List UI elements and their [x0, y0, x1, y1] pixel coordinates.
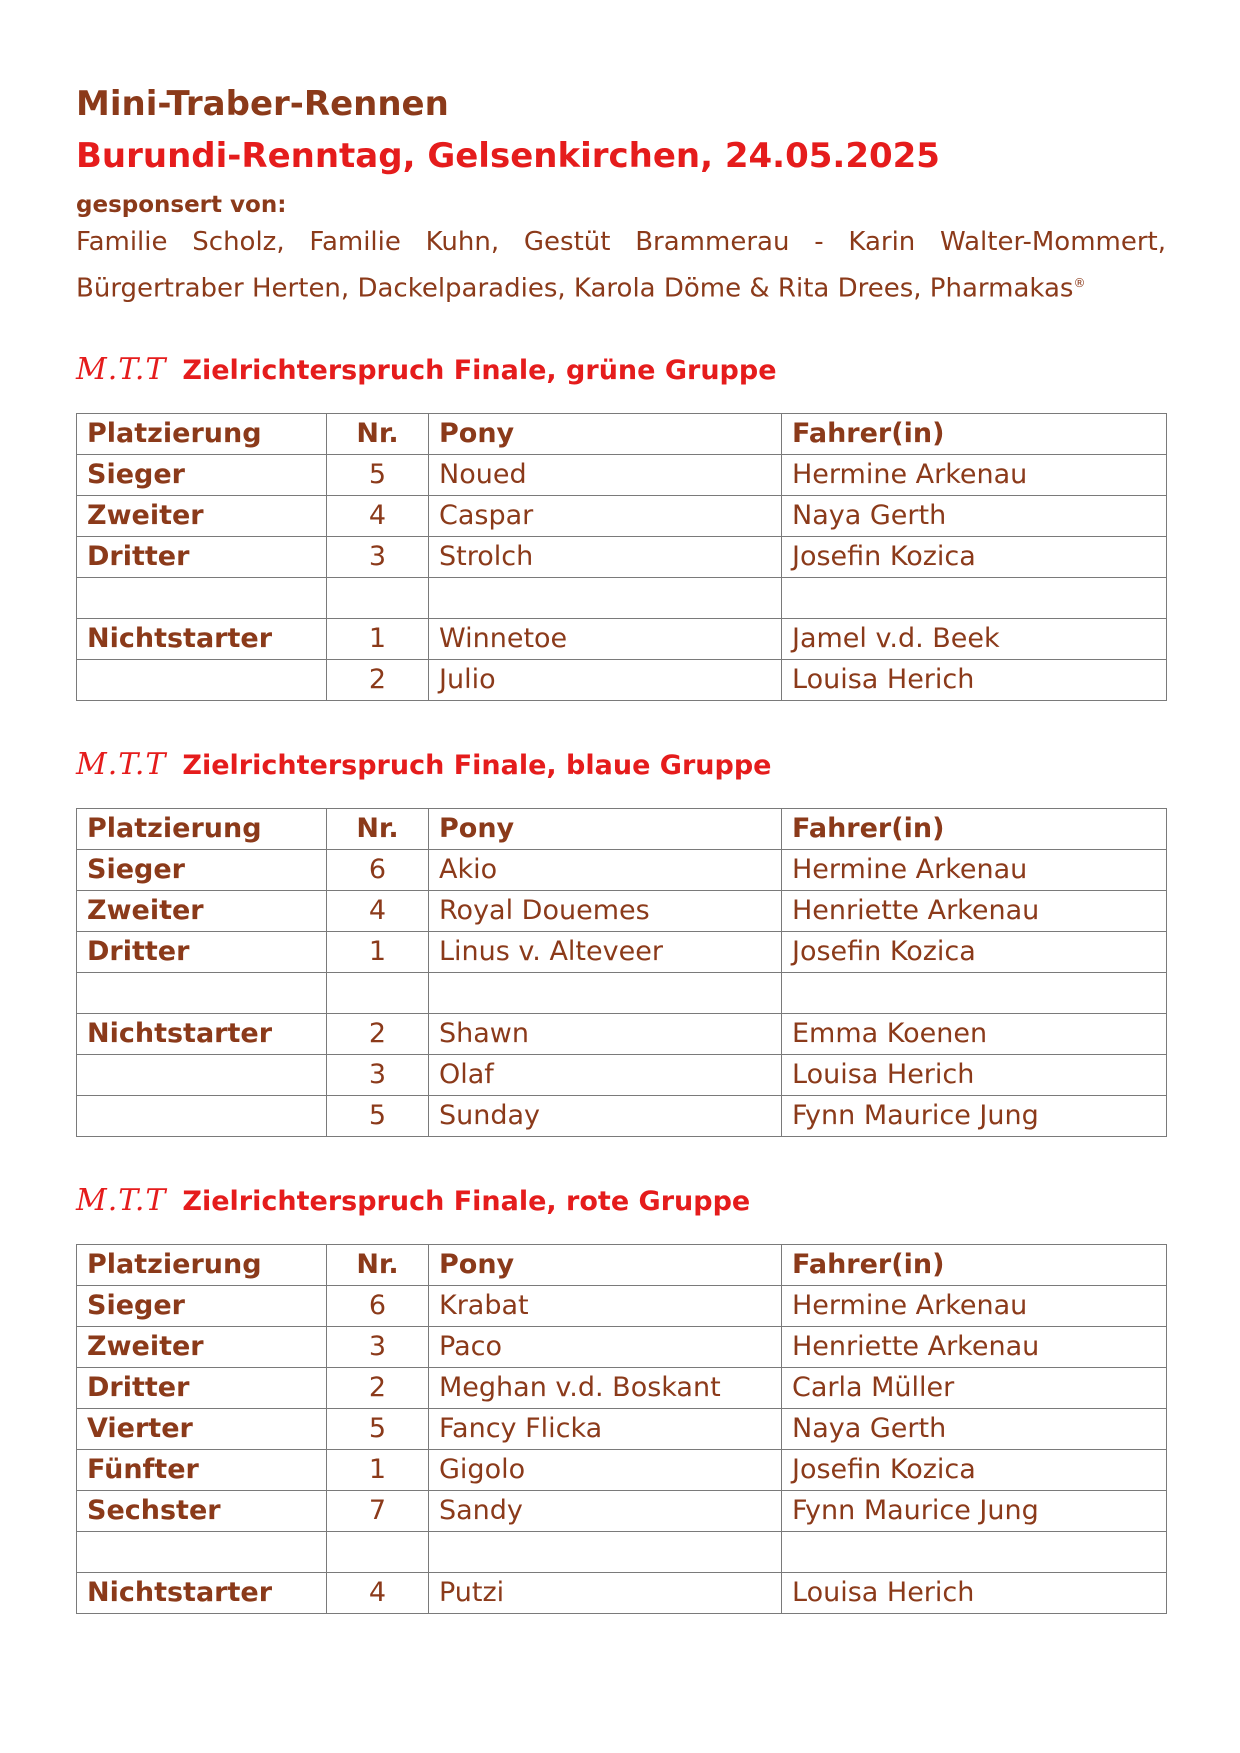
column-header-driver: Fahrer(in) [782, 808, 1167, 849]
cell-driver: Hermine Arkenau [782, 1285, 1167, 1326]
cell-place: Sieger [77, 454, 327, 495]
column-header-nr: Nr. [327, 1244, 429, 1285]
table-row [77, 890, 1167, 931]
table-row [77, 577, 1167, 618]
results-table [76, 1244, 1167, 1614]
cell-nr: 5 [327, 1095, 429, 1136]
column-header-place: Platzierung [77, 1244, 327, 1285]
cell-driver: Fynn Maurice Jung [782, 1095, 1167, 1136]
table-header-row [77, 808, 1167, 849]
table-row [77, 495, 1167, 536]
cell-place: Sechster [77, 1490, 327, 1531]
table-row [77, 536, 1167, 577]
cell-nr: 1 [327, 1449, 429, 1490]
column-header-driver: Fahrer(in) [782, 413, 1167, 454]
section-heading-text: Zielrichterspruch Finale, blaue Gruppe [182, 749, 772, 781]
cell-pony: Caspar [429, 495, 782, 536]
sponsors-text [76, 222, 1166, 310]
table-row [77, 1572, 1167, 1613]
table-row [77, 659, 1167, 700]
cell-pony: Paco [429, 1326, 782, 1367]
column-header-pony: Pony [429, 1244, 782, 1285]
table-row [77, 1095, 1167, 1136]
table-row [77, 1326, 1167, 1367]
cell-pony [429, 1531, 782, 1572]
results-table [76, 808, 1167, 1137]
table-row [77, 849, 1167, 890]
cell-place [77, 659, 327, 700]
cell-place: Vierter [77, 1408, 327, 1449]
cell-place: Sieger [77, 1285, 327, 1326]
cell-driver: Louisa Herich [782, 659, 1167, 700]
cell-nr: 2 [327, 1367, 429, 1408]
cell-place: Nichtstarter [77, 618, 327, 659]
registered-mark: ® [1073, 276, 1086, 290]
cell-pony: Olaf [429, 1054, 782, 1095]
cell-pony: Winnetoe [429, 618, 782, 659]
cell-pony: Gigolo [429, 1449, 782, 1490]
section-heading-text: Zielrichterspruch Finale, rote Gruppe [182, 1185, 751, 1217]
cell-nr: 2 [327, 1013, 429, 1054]
cell-driver: Louisa Herich [782, 1054, 1167, 1095]
table-row [77, 1490, 1167, 1531]
cell-nr [327, 972, 429, 1013]
table-header-row [77, 1244, 1167, 1285]
table-row [77, 454, 1167, 495]
cell-driver: Louisa Herich [782, 1572, 1167, 1613]
cell-driver [782, 1531, 1167, 1572]
cell-place: Dritter [77, 1367, 327, 1408]
cell-place [77, 1054, 327, 1095]
cell-place: Sieger [77, 849, 327, 890]
cell-driver [782, 972, 1167, 1013]
cell-nr: 5 [327, 1408, 429, 1449]
cell-nr: 5 [327, 454, 429, 495]
cell-driver: Josefin Kozica [782, 931, 1167, 972]
table-row [77, 1013, 1167, 1054]
table-row [77, 1449, 1167, 1490]
column-header-nr: Nr. [327, 413, 429, 454]
column-header-driver: Fahrer(in) [782, 1244, 1167, 1285]
cell-driver: Josefin Kozica [782, 1449, 1167, 1490]
table-header-row [77, 413, 1167, 454]
cell-driver: Fynn Maurice Jung [782, 1490, 1167, 1531]
sponsored-label: gesponsert von: [76, 192, 287, 218]
results-sections [76, 350, 1166, 1614]
table-row [77, 972, 1167, 1013]
results-table [76, 413, 1167, 701]
cell-pony: Noued [429, 454, 782, 495]
column-header-nr: Nr. [327, 808, 429, 849]
cell-pony [429, 577, 782, 618]
cell-driver: Henriette Arkenau [782, 890, 1167, 931]
cell-place [77, 1095, 327, 1136]
cell-driver: Naya Gerth [782, 1408, 1167, 1449]
section-heading [76, 745, 1166, 786]
cell-nr: 1 [327, 618, 429, 659]
cell-pony [429, 972, 782, 1013]
mtt-logo: M.T.T [76, 746, 167, 782]
cell-nr: 1 [327, 931, 429, 972]
cell-place [77, 1531, 327, 1572]
cell-nr: 3 [327, 536, 429, 577]
cell-driver: Henriette Arkenau [782, 1326, 1167, 1367]
cell-pony: Meghan v.d. Boskant [429, 1367, 782, 1408]
cell-place: Dritter [77, 536, 327, 577]
section-heading-text: Zielrichterspruch Finale, grüne Gruppe [182, 354, 777, 386]
cell-pony: Putzi [429, 1572, 782, 1613]
cell-pony: Strolch [429, 536, 782, 577]
table-row [77, 618, 1167, 659]
cell-nr [327, 1531, 429, 1572]
cell-place: Zweiter [77, 890, 327, 931]
cell-nr: 3 [327, 1054, 429, 1095]
cell-nr: 6 [327, 1285, 429, 1326]
cell-nr: 4 [327, 890, 429, 931]
cell-pony: Krabat [429, 1285, 782, 1326]
cell-pony: Royal Douemes [429, 890, 782, 931]
section-heading [76, 350, 1166, 391]
cell-driver: Jamel v.d. Beek [782, 618, 1167, 659]
cell-pony: Akio [429, 849, 782, 890]
cell-pony: Sunday [429, 1095, 782, 1136]
document-page [76, 78, 1166, 1614]
cell-place: Fünfter [77, 1449, 327, 1490]
cell-place: Nichtstarter [77, 1572, 327, 1613]
cell-nr: 4 [327, 495, 429, 536]
cell-nr [327, 577, 429, 618]
column-header-place: Platzierung [77, 413, 327, 454]
cell-nr: 6 [327, 849, 429, 890]
table-row [77, 931, 1167, 972]
cell-place: Nichtstarter [77, 1013, 327, 1054]
event-subtitle: Burundi-Renntag, Gelsenkirchen, 24.05.2025 [76, 136, 940, 176]
table-row [77, 1408, 1167, 1449]
column-header-place: Platzierung [77, 808, 327, 849]
cell-pony: Fancy Flicka [429, 1408, 782, 1449]
cell-pony: Linus v. Alteveer [429, 931, 782, 972]
mtt-logo: M.T.T [76, 351, 167, 387]
cell-nr: 3 [327, 1326, 429, 1367]
sponsors-list: Familie Scholz, Familie Kuhn, Gestüt Brammerau - Karin Walter-Mommert, Bürgertraber Herten, Dackelparadies, Karola Döme & Rita Drees, Pharmakas [76, 227, 1166, 304]
section-heading [76, 1181, 1166, 1222]
cell-nr: 2 [327, 659, 429, 700]
cell-place [77, 577, 327, 618]
column-header-pony: Pony [429, 413, 782, 454]
cell-nr: 7 [327, 1490, 429, 1531]
cell-driver: Emma Koenen [782, 1013, 1167, 1054]
table-row [77, 1285, 1167, 1326]
cell-place: Zweiter [77, 495, 327, 536]
cell-place: Zweiter [77, 1326, 327, 1367]
column-header-pony: Pony [429, 808, 782, 849]
cell-driver: Hermine Arkenau [782, 454, 1167, 495]
cell-pony: Shawn [429, 1013, 782, 1054]
cell-driver [782, 577, 1167, 618]
cell-driver: Hermine Arkenau [782, 849, 1167, 890]
table-row [77, 1531, 1167, 1572]
table-row [77, 1054, 1167, 1095]
cell-driver: Carla Müller [782, 1367, 1167, 1408]
cell-pony: Sandy [429, 1490, 782, 1531]
table-row [77, 1367, 1167, 1408]
page-title: Mini-Traber-Rennen [76, 84, 449, 124]
cell-driver: Josefin Kozica [782, 536, 1167, 577]
cell-place [77, 972, 327, 1013]
cell-nr: 4 [327, 1572, 429, 1613]
cell-pony: Julio [429, 659, 782, 700]
cell-driver: Naya Gerth [782, 495, 1167, 536]
cell-place: Dritter [77, 931, 327, 972]
mtt-logo: M.T.T [76, 1182, 167, 1218]
